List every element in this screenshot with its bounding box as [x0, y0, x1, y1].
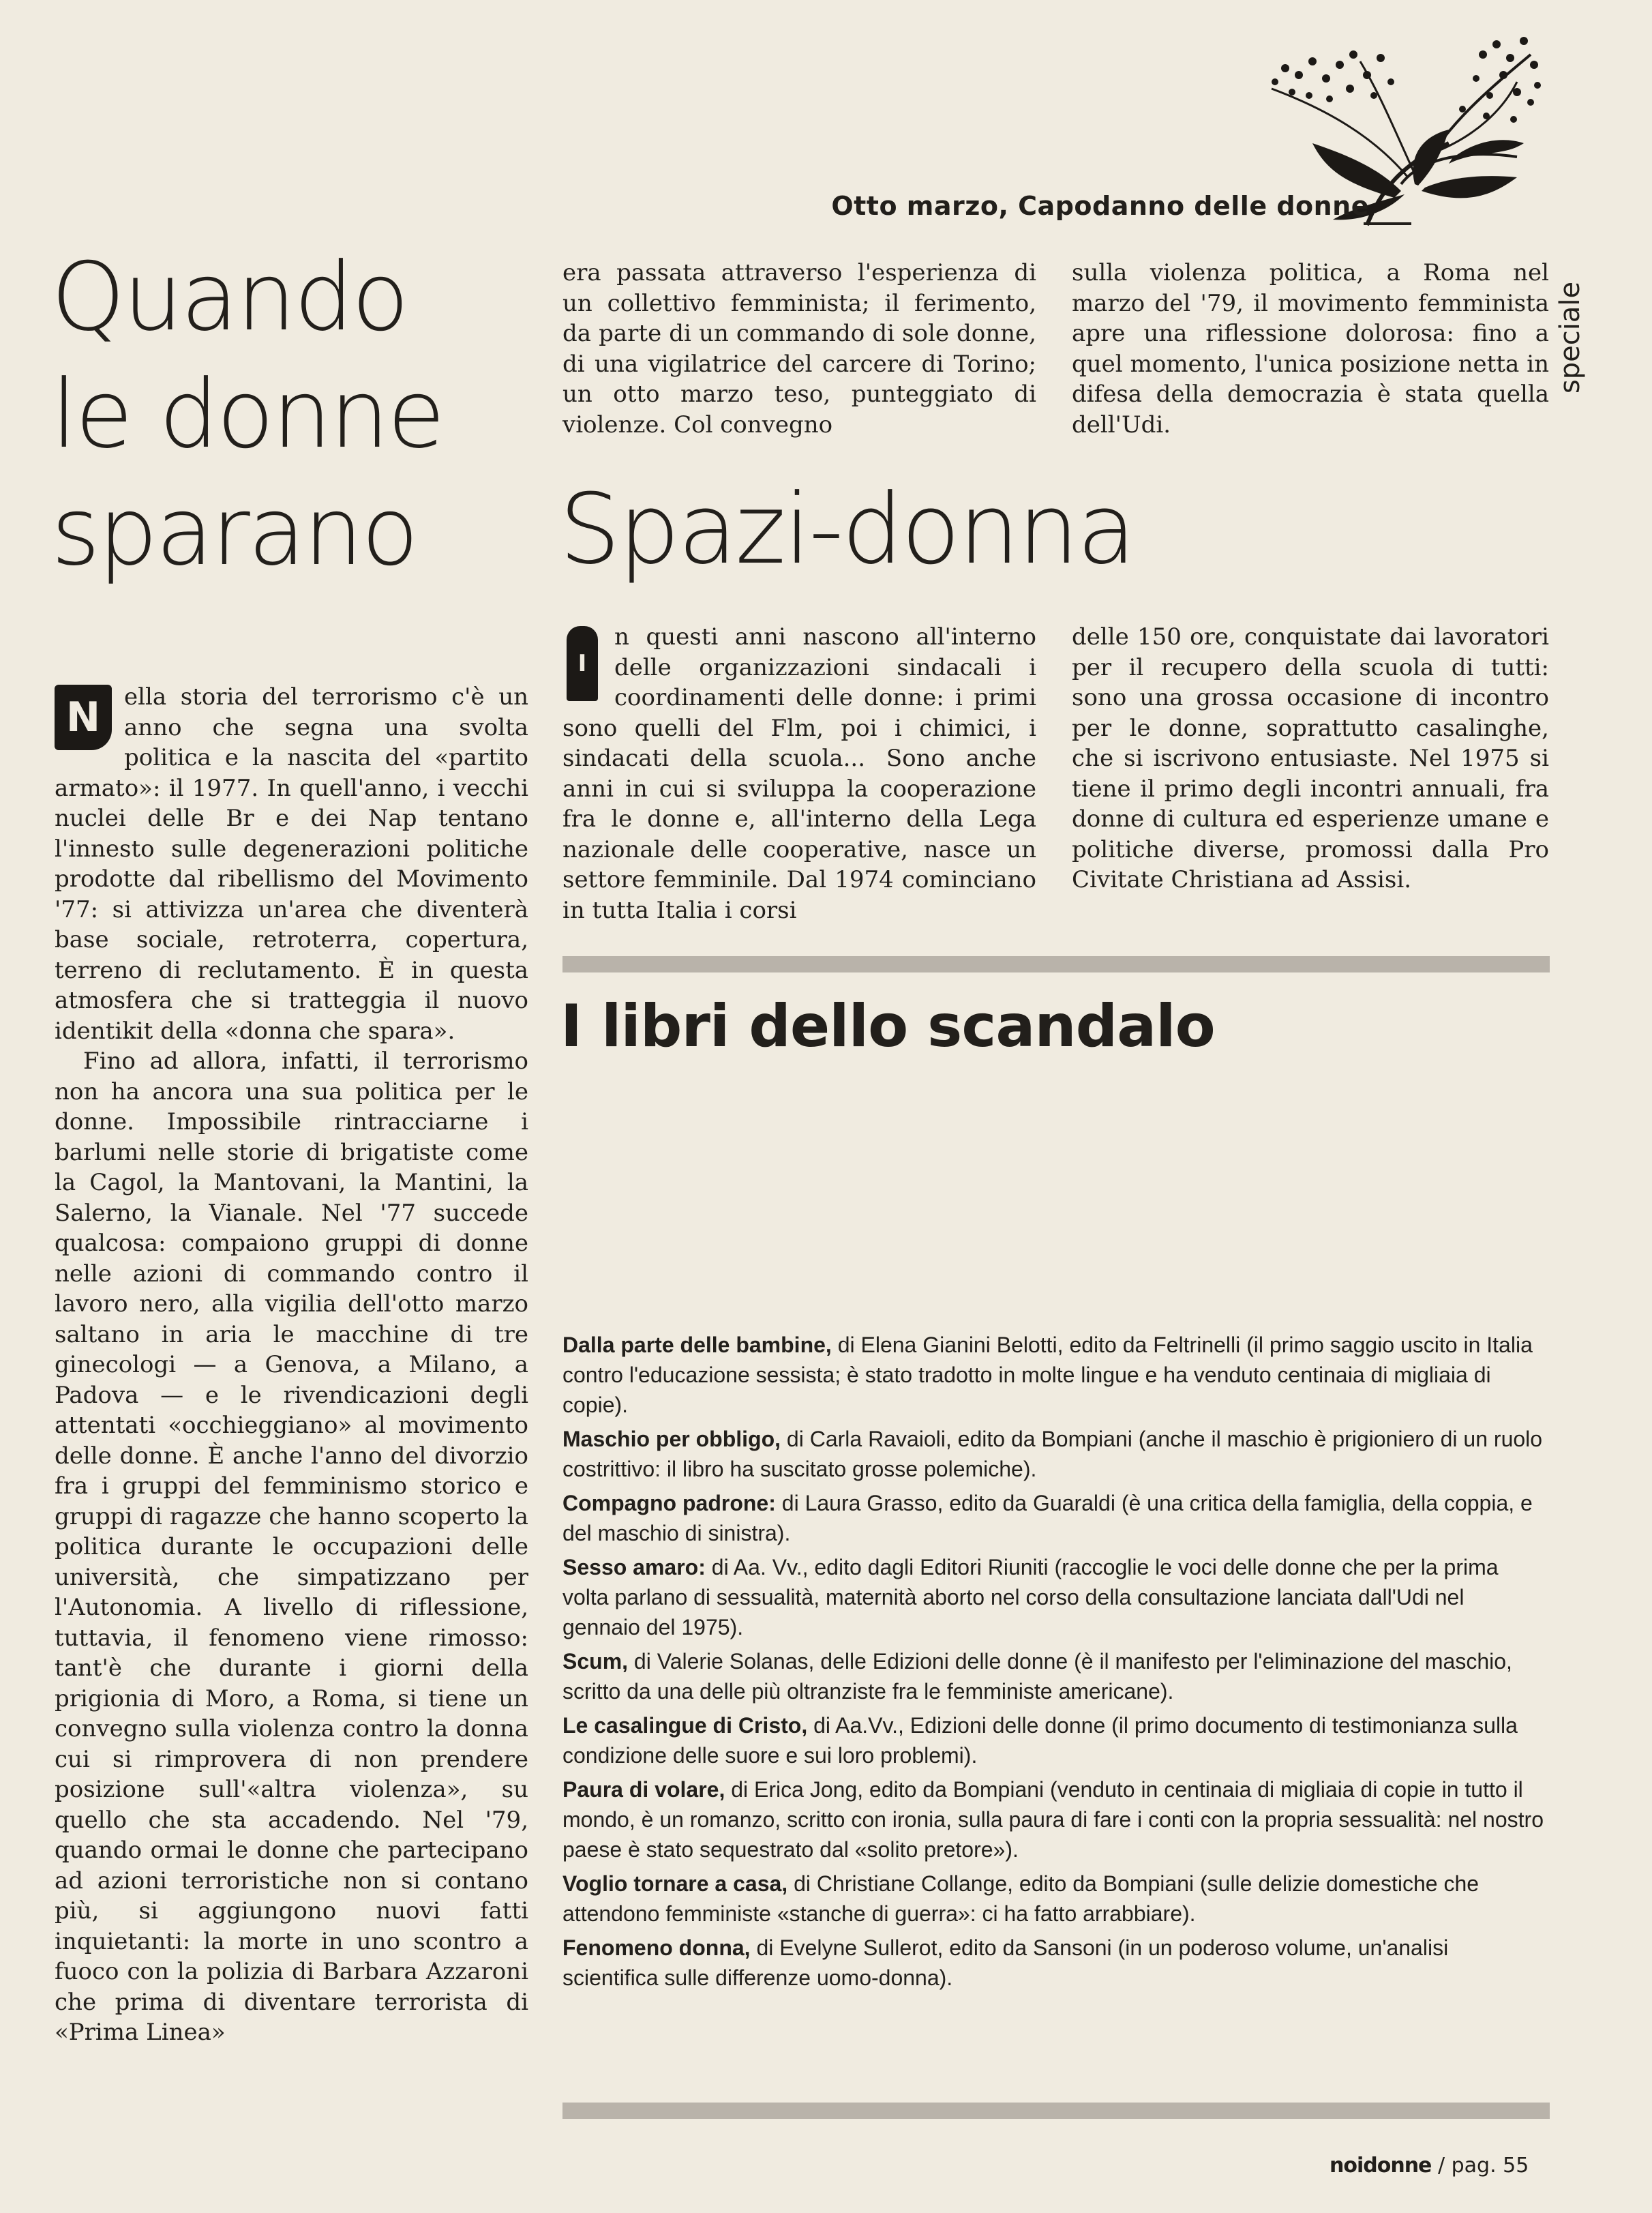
article1-title — [51, 239, 528, 591]
article2-dropcap: I — [567, 626, 598, 701]
book-entry — [562, 1774, 1544, 1865]
article1-column-3 — [1072, 258, 1549, 440]
book-entry — [562, 1869, 1544, 1929]
article2-column-2 — [1072, 622, 1549, 895]
book-description: di Laura Grasso, edito da Guaraldi (è una critica della famiglia, della coppia, e del maschio di sinistra). — [562, 1491, 1533, 1545]
article1-paragraph-2: Fino ad allora, infatti, il terrorismo non ha ancora una sua politica per le donne. Impossibile rintracciarne i barlumi nelle storie di brigatiste come la Cagol, la Mantovani, la Mantini, la Salerno, la Vianale. Nel '77 succede qualcosa: compaiono gruppi di donne nelle azioni di commando contro il lavoro nero, alla vigilia dell'otto marzo saltano in aria le macchine di tre ginecologi — a Genova, a Milano, a Padova — e le rivendicazioni degli attentati «occhieggiano» al movimento delle donne. È anche l'anno del divorzio fra i gruppi del femminismo storico e gruppi di ragazze che hanno scoperto la politica durante le occupazioni delle università, che simpatizzano per l'Autonomia. A livello di riflessione, tuttavia, il fenomeno viene rimosso: tant'è che durante i giorni della prigionia di Moro, a Roma, si tiene un convegno sulla violenza contro la donna cui si rimprovera di non prendere posizione sull'«altra violenza», su quello che sta accadendo. Nel '79, quando ormai le donne che partecipano ad azioni terroristiche non si contano più, si aggiungono nuovi fatti inquietanti: la morte in uno scontro a fuoco con la polizia di Barbara Azzaroni che prima di diventare terrorista di «Prima Linea» — [55, 1048, 528, 2046]
page-footer — [1330, 2154, 1555, 2178]
book-description: di Evelyne Sullerot, edito da Sansoni (in un poderoso volume, un'analisi scientifica sulle differenze uomo-donna). — [562, 1935, 1449, 1990]
book-list — [562, 1330, 1544, 1997]
book-entry — [562, 1646, 1544, 1706]
article1-dropcap: N — [55, 685, 112, 750]
section-header: Otto marzo, Capodanno delle donne — [831, 191, 1369, 221]
divider-bar-bottom — [562, 2103, 1550, 2119]
article2-paragraph-2: delle 150 ore, conquistate dai lavoratori per il recupero della scuola di tutti: sono una grossa occasione di incontro per le donne, soprattutto casalinghe, che si iscrivono entusiaste. Nel 1975 si tiene il primo degli incontri annuali, fra donne di cultura ed esperienze umane e politiche diverse, promossi dalla Pro Civitate Christiana ad Assisi. — [1072, 623, 1549, 893]
book-description: di Carla Ravaioli, edito da Bompiani (anche il maschio è prigioniero di un ruolo costrittivo: il libro ha suscitato grosse polemiche). — [562, 1427, 1543, 1481]
book-entry — [562, 1488, 1544, 1548]
article1-paragraph-1: ella storia del terrorismo c'è un anno che segna una svolta politica e la nascita del «partito armato»: il 1977. In quell'anno, i vecchi nuclei delle Br e dei Nap tentano l'innesto sulle degenerazioni politiche prodotte dal ribellismo del Movimento '77: si attivizza un'area che diventerà base sociale, retroterra, copertura, terreno di reclutamento. È in questa atmosfera che si tratteggia il nuovo identikit della «donna che spara». — [55, 683, 528, 1045]
book-title: Maschio per obbligo, — [562, 1427, 781, 1451]
article1-continuation-2: era passata attraverso l'esperienza di un collettivo femminista; il ferimento, da parte di un commando di sole donne, di una vigilatrice del carcere di Torino; un otto marzo teso, punteggiato di violenze. Col convegno — [562, 259, 1036, 439]
magazine-brand: noidonne — [1330, 2154, 1432, 2178]
article1-title-line-2: le donne — [51, 359, 443, 469]
book-title: Sesso amaro: — [562, 1555, 706, 1579]
book-title: Le casalingue di Cristo, — [562, 1713, 808, 1738]
book-description: di Christiane Collange, edito da Bompiani (sulle delizie domestiche che attendono femministe «stanche di guerra»: ci ha fatto arrabbiare). — [562, 1871, 1480, 1926]
book-description: di Elena Gianini Belotti, edito da Feltrinelli (il primo saggio uscito in Italia contro l'educazione sessista; è stato tradotto in molte lingue e ha venduto centinaia di migliaia di copie). — [562, 1333, 1533, 1417]
book-description: di Valerie Solanas, delle Edizioni delle donne (è il manifesto per l'eliminazione del maschio, scritto da una delle più oltranziste fra le femministe americane). — [562, 1649, 1512, 1704]
book-title: Compagno padrone: — [562, 1491, 776, 1515]
article1-column-1 — [55, 682, 528, 2048]
book-entry — [562, 1552, 1544, 1642]
book-description: di Aa. Vv., edito dagli Editori Riuniti (raccoglie le voci delle donne che per la prima volta parlano di sessualità, maternità aborto nel corso della consultazione lanciata dall'Udi nel gennaio del 1975). — [562, 1555, 1499, 1639]
article3-title: I libri dello scandalo — [560, 992, 1215, 1060]
book-title: Dalla parte delle bambine, — [562, 1333, 832, 1357]
article1-title-line-3: sparano — [51, 477, 417, 586]
book-title: Voglio tornare a casa, — [562, 1871, 788, 1896]
article2-column-1 — [562, 622, 1036, 925]
article1-column-2 — [562, 258, 1036, 440]
header-rule — [1364, 222, 1411, 225]
book-entry — [562, 1424, 1544, 1484]
book-title: Paura di volare, — [562, 1777, 725, 1802]
article1-title-line-1: Quando — [51, 242, 408, 352]
book-description: di Aa.Vv., Edizioni delle donne (il primo documento di testimonianza sulla condizione delle suore e sui loro problemi). — [562, 1713, 1518, 1768]
book-entry — [562, 1330, 1544, 1420]
book-title: Fenomeno donna, — [562, 1935, 751, 1960]
book-title: Scum, — [562, 1649, 629, 1674]
divider-bar-top — [562, 956, 1550, 972]
book-entry — [562, 1933, 1544, 1993]
book-entry — [562, 1710, 1544, 1770]
article2-title: Spazi-donna — [559, 473, 1135, 586]
book-description: di Erica Jong, edito da Bompiani (venduto in centinaia di migliaia di copie in tutto il mondo, è un romanzo, scritto con ironia, sulla paura di fare i conti con la propria sessualità: nel nostro paese è stato sequestrato dal «solito pretore»). — [562, 1777, 1544, 1862]
footer-separator: / — [1437, 2154, 1445, 2178]
side-label-text: speciale — [1555, 281, 1586, 394]
article2-paragraph-1: n questi anni nascono all'interno delle organizzazioni sindacali i coordinamenti delle donne: i primi sono quelli del Flm, poi i chimici, i sindacati della scuola... Sono anche anni in cui si sviluppa la cooperazione fra le donne e, all'interno della Lega nazionale delle cooperative, nasce un settore femminile. Dal 1974 cominciano in tutta Italia i corsi — [562, 623, 1036, 924]
article1-continuation-3: sulla violenza politica, a Roma nel marzo del '79, il movimento femminista apre una riflessione dolorosa: fino a quel momento, l'unica posizione netta in difesa della democrazia è stata quella dell'Udi. — [1072, 259, 1549, 439]
page-number: pag. 55 — [1451, 2154, 1529, 2178]
